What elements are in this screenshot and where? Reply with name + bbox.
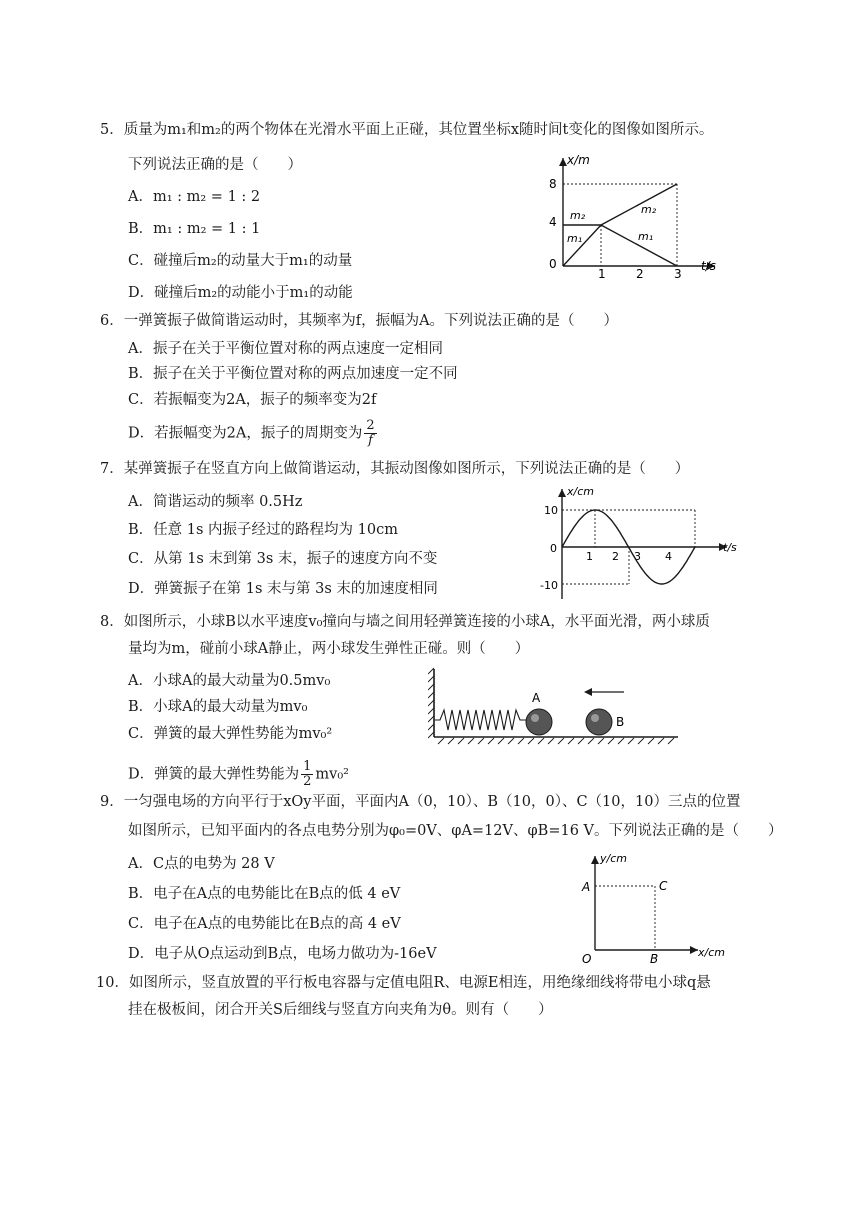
q7-y-tick-0: 0	[550, 542, 557, 555]
q9-x-axis-arrow	[690, 946, 698, 954]
q9-coordinate-figure	[570, 850, 730, 965]
q8-stem-line-2: 量均为m，碰前小球A静止，两小球发生弹性正碰。则（ ）	[128, 641, 530, 657]
q8-option-d-denominator: 2	[303, 774, 312, 789]
q7-x-tick-2: 2	[612, 550, 619, 563]
q7-x-tick-3: 3	[634, 550, 641, 563]
q10-stem-line-2: 挂在极板间，闭合开关S后细线与竖直方向夹角为θ。则有（ ）	[128, 1002, 553, 1018]
q5-option-b: B．m₁ : m₂ = 1 : 1	[128, 221, 261, 237]
q5-option-d: D．碰撞后m₂的动能小于m₁的动能	[128, 285, 353, 301]
q5-stem-line-1: 5．质量为m₁和m₂的两个物体在光滑水平面上正碰，其位置坐标x随时间t变化的图像如图所示。	[100, 122, 714, 138]
q5-label-m1-after: m₁	[638, 230, 654, 243]
q8-ball-b	[586, 709, 612, 735]
q5-x-tick-3: 3	[674, 267, 682, 280]
q8-floor-hatching	[438, 738, 674, 744]
q7-x-axis-arrow	[558, 489, 566, 497]
q7-vibration-graph	[532, 483, 742, 603]
q8-option-a: A．小球A的最大动量为0.5mv₀	[128, 673, 331, 689]
q5-y-axis-arrow	[559, 158, 567, 166]
q8-ball-a-highlight	[531, 714, 539, 722]
q5-y-tick-4: 4	[549, 215, 557, 229]
q6-option-b: B．振子在关于平衡位置对称的两点加速度一定不同	[128, 366, 458, 382]
q9-stem-line-1: 9．一匀强电场的方向平行于xOy平面，平面内A（0，10）、B（10，0）、C（10，10）三点的位置	[100, 794, 741, 810]
q9-label-o: O	[582, 952, 592, 965]
q6-stem: 6．一弹簧振子做简谐运动时，其频率为f，振幅为A。下列说法正确的是（ ）	[100, 313, 619, 329]
q7-stem: 7．某弹簧振子在竖直方向上做简谐运动，其振动图像如图所示，下列说法正确的是（ ）	[100, 461, 690, 477]
q7-y-tick-minus-10: -10	[540, 579, 558, 592]
q8-spring-balls-figure	[428, 664, 683, 749]
q6-option-d-fraction	[364, 419, 376, 448]
q5-x-tick-2: 2	[636, 267, 644, 280]
q8-option-d-fraction	[301, 760, 313, 789]
q6-option-a: A．振子在关于平衡位置对称的两点速度一定相同	[128, 341, 443, 357]
q5-label-m2-before: m₂	[570, 209, 586, 222]
q5-option-c: C．碰撞后m₂的动量大于m₁的动量	[128, 253, 353, 269]
q5-label-m1-before: m₁	[567, 232, 583, 245]
q9-label-b: B	[650, 952, 659, 965]
q9-label-c: C	[659, 879, 668, 893]
q8-label-b: B	[616, 715, 625, 729]
q7-x-tick-1: 1	[586, 550, 593, 563]
q9-y-axis-arrow	[591, 856, 599, 864]
q7-y-axis-label: x/cm	[567, 485, 594, 498]
q5-x-axis-label: t/s	[701, 259, 716, 273]
q8-stem-line-1: 8．如图所示，小球B以水平速度v₀撞向与墙之间用轻弹簧连接的小球A，水平面光滑，两小球质	[100, 614, 710, 630]
q8-option-b: B．小球A的最大动量为mv₀	[128, 699, 308, 715]
q5-y-tick-8: 8	[549, 177, 557, 191]
q9-label-a: A	[582, 880, 591, 894]
q9-option-b: B．电子在A点的电势能比在B点的低 4 eV	[128, 886, 401, 902]
q8-wall-hatching	[428, 668, 434, 738]
q6-option-d	[128, 419, 379, 448]
q7-x-tick-4: 4	[665, 550, 672, 563]
q8-label-a: A	[532, 691, 541, 705]
q8-option-d	[128, 760, 349, 789]
q10-stem-line-1: 10．如图所示，竖直放置的平行板电容器与定值电阻R、电源E相连，用绝缘细线将带电小球q悬	[96, 975, 711, 991]
q8-ball-a	[526, 709, 552, 735]
q6-option-d-text: D．若振幅变为2A，振子的周期变为	[128, 425, 363, 442]
q5-x-tick-1: 1	[598, 267, 606, 280]
q9-y-axis-label: y/cm	[600, 852, 627, 865]
q5-position-time-graph	[535, 150, 725, 280]
q9-option-c: C．电子在A点的电势能比在B点的高 4 eV	[128, 916, 401, 932]
q8-option-d-suffix: mv₀²	[315, 766, 349, 783]
q7-y-tick-10: 10	[544, 504, 558, 517]
q6-option-d-numerator: 2	[366, 418, 375, 433]
q8-spring	[434, 710, 526, 730]
q5-option-a: A．m₁ : m₂ = 1 : 2	[128, 189, 261, 205]
q5-y-tick-0: 0	[549, 257, 557, 271]
q9-stem-line-2: 如图所示，已知平面内的各点电势分别为φ₀=0V、φA=12V、φB=16 V。下列说法正确的是（ ）	[128, 823, 783, 839]
q8-velocity-arrowhead	[584, 688, 592, 696]
q9-option-a: A．C点的电势为 28 V	[128, 856, 275, 872]
q9-option-d: D．电子从O点运动到B点，电场力做功为-16eV	[128, 946, 437, 962]
q7-option-c: C．从第 1s 末到第 3s 末，振子的速度方向不变	[128, 551, 438, 567]
q6-option-d-denominator: f	[368, 433, 373, 448]
q6-option-c: C．若振幅变为2A，振子的频率变为2f	[128, 392, 377, 408]
q5-label-m2-after: m₂	[641, 203, 657, 216]
q8-option-c: C．弹簧的最大弹性势能为mv₀²	[128, 726, 333, 742]
q7-option-a: A．简谐运动的频率 0.5Hz	[128, 494, 303, 510]
q9-x-axis-label: x/cm	[698, 946, 725, 959]
q7-option-b: B．任意 1s 内振子经过的路程均为 10cm	[128, 522, 398, 538]
q7-option-d: D．弹簧振子在第 1s 末与第 3s 末的加速度相同	[128, 581, 438, 597]
q8-ball-b-highlight	[591, 714, 599, 722]
q7-x-axis-label: t/s	[723, 541, 737, 554]
q8-option-d-numerator: 1	[303, 759, 312, 774]
q5-series-lines	[563, 184, 677, 266]
q5-stem-line-2: 下列说法正确的是（ ）	[128, 157, 302, 173]
q8-option-d-text: D．弹簧的最大弹性势能为	[128, 766, 300, 783]
q5-y-axis-label: x/m	[567, 153, 590, 167]
